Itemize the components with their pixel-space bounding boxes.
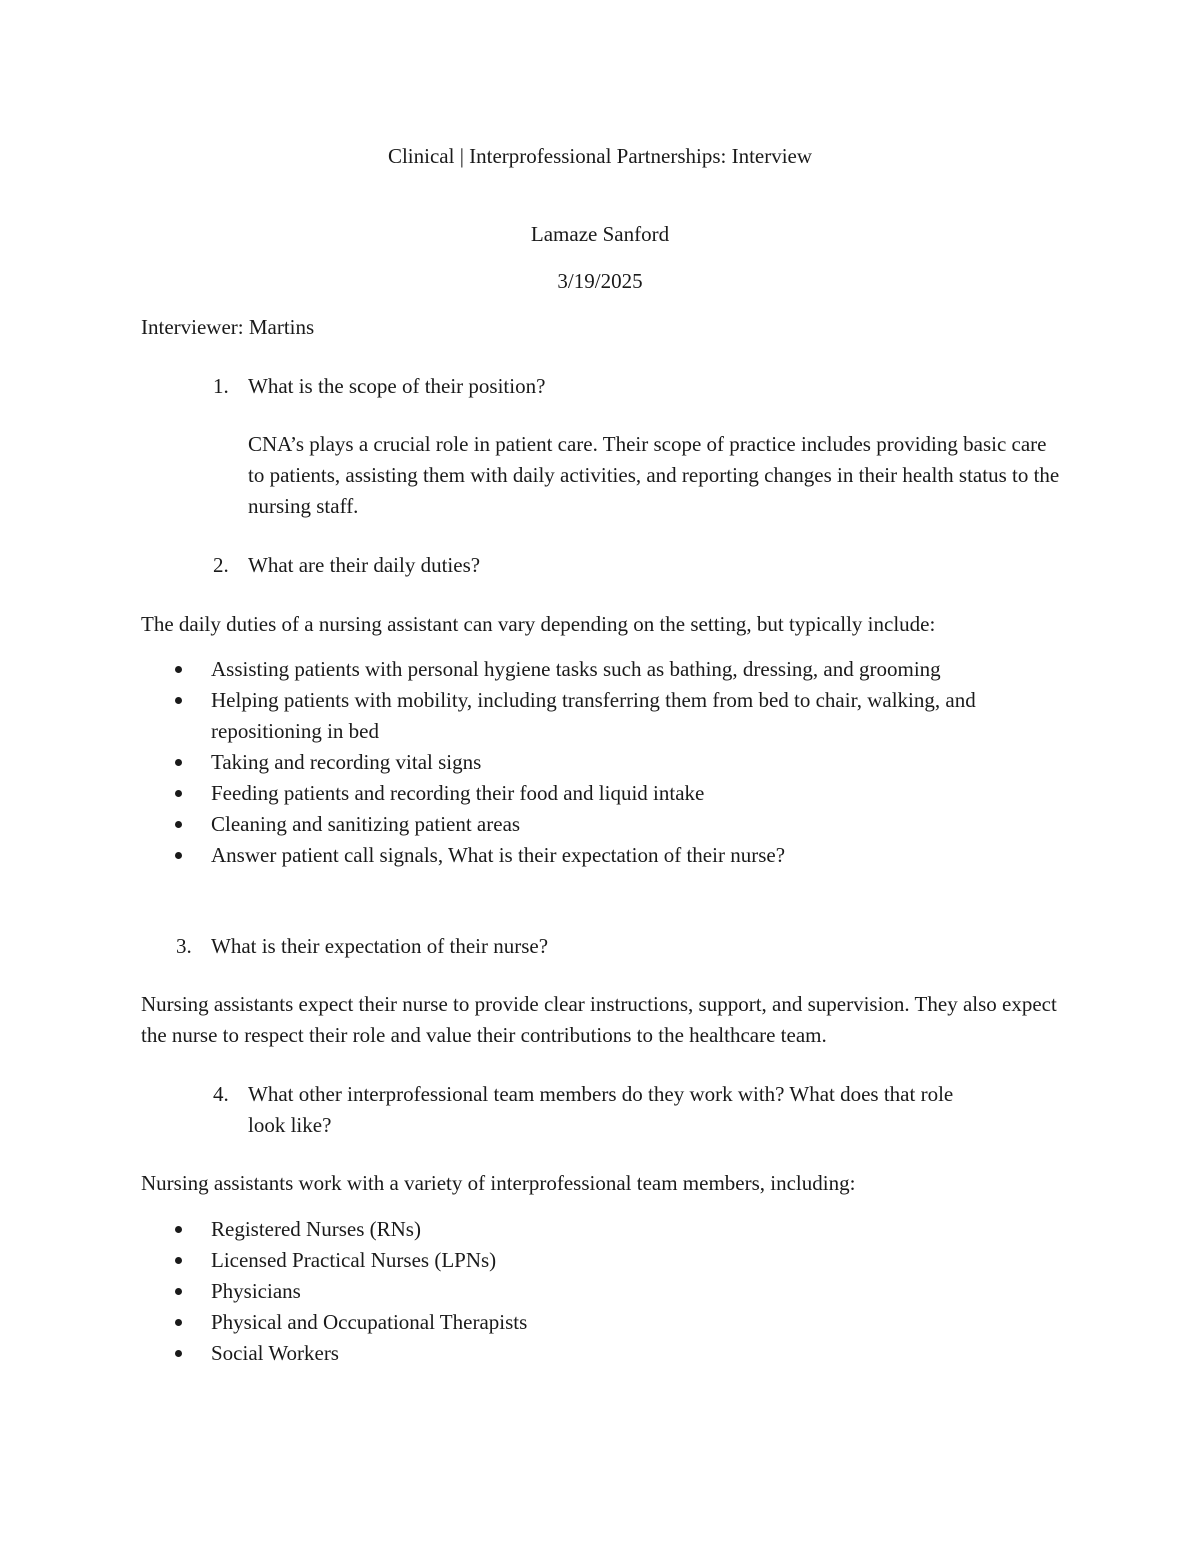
question-number: 2. (213, 553, 229, 577)
question-4-text-line2: look like? (248, 1113, 332, 1137)
question-1-text: What is the scope of their position? (248, 374, 546, 398)
question-number: 4. (213, 1082, 229, 1106)
bullet-icon (175, 1288, 182, 1295)
question-number: 3. (176, 934, 192, 958)
document-page: Clinical | Interprofessional Partnerships: Interview Lamaze Sanford 3/19/2025 Interviewer: Martins 1. What is the scope of their position? CNA’s plays a crucial role in patient care. Their scope of practice includes providing basic care to patients, assisting them with daily activities, and reporting changes in their health status to the nursing staff. 2. What are their daily duties? The daily duties of a nursing assistant can vary depending on the setting, but typically include: Assisting patients with personal hygiene tasks such as bathing, dressing, and grooming Helping patients with mobility, including transferring them from bed to chair, walking, and repositioning in bed Taking and recording vital signs Feeding patients and recording their food and liquid intake Cleaning and sanitizing patient areas Answer patient call signals, What is their expectation of their nurse? 3. What is their expectation of their nurse? Nursing assistants expect their nurse to provide clear instructions, support, and supervision. They also expect the nurse to respect their role and value their contributions to the healthcare team. 4. What other interprofessional team members do they work with? What does that role look like? Nursing assistants work with a variety of interprofessional team members, including: Registered Nurses (RNs) Licensed Practical Nurses (LPNs) Physicians Physical and Occupational Therapists Social Workers (0, 0, 1200, 1553)
bullet-icon (175, 852, 182, 859)
bullet-icon (175, 790, 182, 797)
question-number: 1. (213, 374, 229, 398)
question-4-text-line1: What other interprofessional team members do they work with? What does that role (248, 1082, 954, 1106)
bullet-icon (175, 1257, 182, 1264)
question-3-text: What is their expectation of their nurse? (211, 934, 549, 958)
bullet-icon (175, 759, 182, 766)
bullet-icon (175, 1319, 182, 1326)
team-members-intro: Nursing assistants work with a variety of interprofessional team members, including: (141, 1171, 856, 1195)
question-2-text: What are their daily duties? (248, 553, 481, 577)
document-title: Clinical | Interprofessional Partnerships: Interview (387, 144, 813, 168)
bullet-icon (175, 1226, 182, 1233)
bullet-icon (175, 1350, 182, 1357)
interviewer-line: Interviewer: Martins (141, 315, 315, 339)
document-date: 3/19/2025 (557, 269, 643, 293)
bullet-icon (175, 821, 182, 828)
daily-duties-intro: The daily duties of a nursing assistant can vary depending on the setting, but typically include: (141, 612, 936, 636)
answer-3-text: Nursing assistants expect their nurse to provide clear instructions, support, and supervision. They also expect the nurse to respect their role and value their contributions to the healthcare team. (141, 992, 1057, 1047)
bullet-icon (175, 666, 182, 673)
bullet-icon (175, 697, 182, 704)
author-name: Lamaze Sanford (530, 222, 670, 246)
answer-1-text: CNA’s plays a crucial role in patient care. Their scope of practice includes providing basic care to patients, assisting them with daily activities, and reporting changes in their health status to the nursing staff. (248, 432, 1060, 518)
